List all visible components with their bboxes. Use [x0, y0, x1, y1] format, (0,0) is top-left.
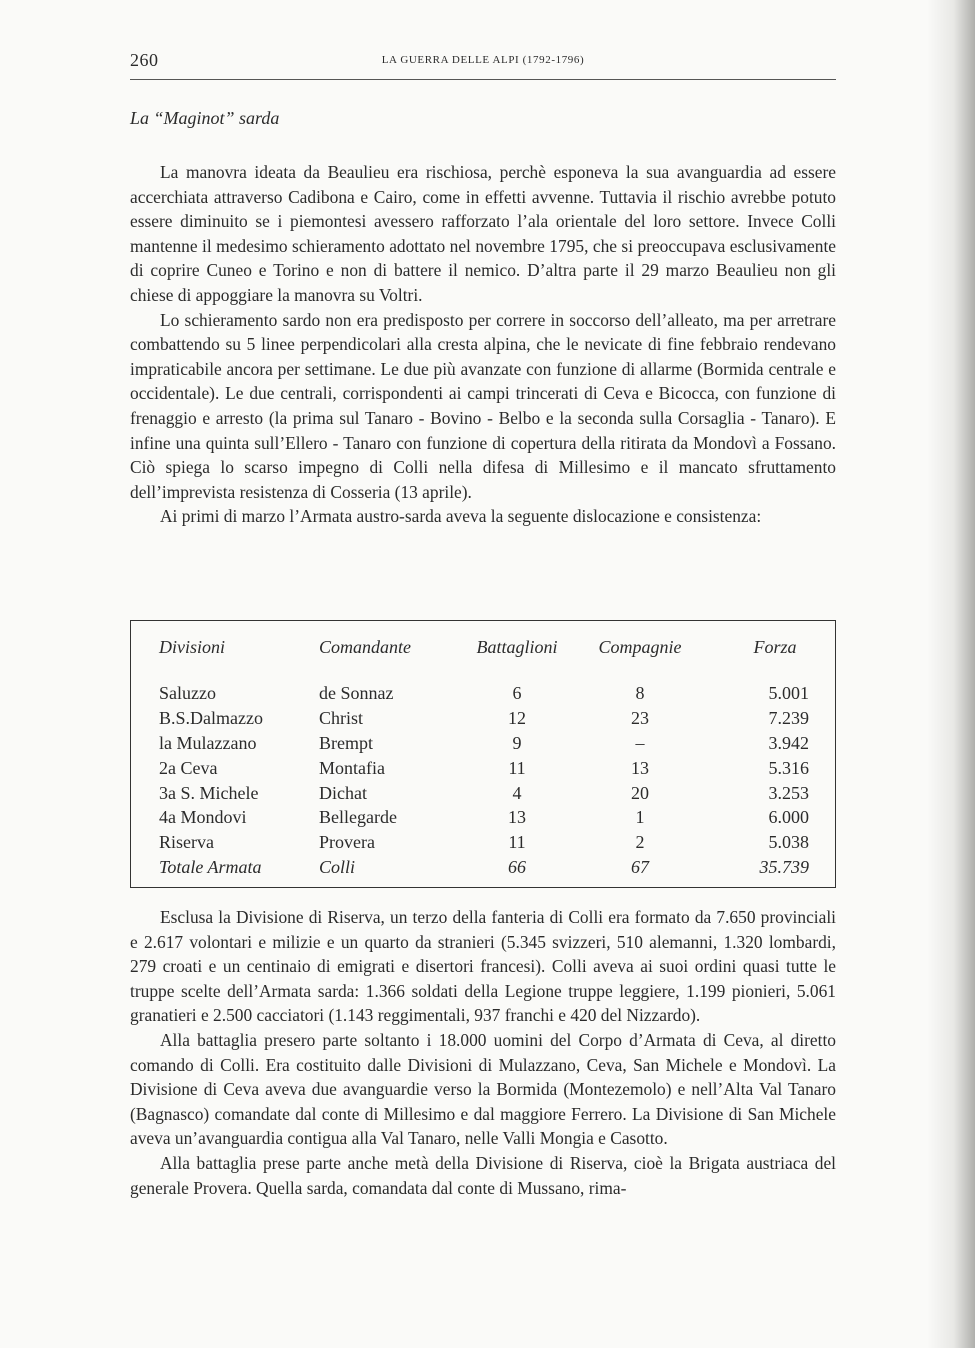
- paragraph: Alla battaglia prese parte anche metà della Divisione di Riserva, cioè la Brigata austriaca del generale Provera. Quella sarda, comandata dal conte di Mussano, rima-: [130, 1152, 836, 1198]
- table-cell: 3a S. Michele: [159, 782, 259, 803]
- paragraph: Lo schieramento sardo non era predisposto per correre in soccorso dell’alleato, ma per arretrare combattendo su 5 linee perpendicolari alla cresta alpina, che le nevicate di fine febbraio rendevano impraticabile ancora per settimane. Le due più avanzate con funzione di allarme (Bormida centrale e occidentale). Le due centrali, corrispondenti ai campi trincerati di Ceva e Bicocca, con funzione di frenaggio e arresto (la prima sul Tanaro - Bovino - Belbo e la seconda sulla Corsaglia - Tanaro). E infine una quinta sull’Ellero - Tanaro con funzione di copertura della ritirata da Mondovì a Fossano. Ciò spiega lo scarso impegno di Colli nella difesa di Millesimo e il mancato sfruttamento dell’imprevista resistenza di Cosseria (13 aprile).: [130, 309, 836, 502]
- table-header-row: [131, 621, 835, 673]
- table-cell: 2a Ceva: [159, 757, 218, 778]
- running-title: LA GUERRA DELLE ALPI (1792-1796): [381, 54, 585, 66]
- table-cell: 9: [512, 732, 522, 753]
- table-cell: –: [635, 732, 645, 753]
- table-cell: 6: [512, 682, 522, 703]
- table-cell: 4a Mondovi: [159, 807, 247, 828]
- table-cell: 11: [508, 757, 526, 778]
- table-cell: Brempt: [319, 732, 373, 753]
- table-row: [131, 805, 835, 830]
- column-header: Compagnie: [598, 636, 682, 657]
- table-row: [131, 706, 835, 731]
- table-cell: Riserva: [159, 832, 214, 853]
- running-header: [130, 50, 836, 76]
- table-row: [131, 781, 835, 806]
- table-cell: 5.038: [768, 832, 809, 853]
- table-cell: Montafia: [319, 757, 385, 778]
- table-cell: 5.001: [768, 682, 809, 703]
- column-header: Comandante: [319, 636, 411, 657]
- table-cell: 6.000: [768, 807, 809, 828]
- table-cell: 67: [631, 857, 649, 878]
- table-row: [131, 830, 835, 855]
- paragraph: Alla battaglia presero parte soltanto i 18.000 uomini del Corpo d’Armata di Ceva, al diretto comando di Colli. Era costituito dalle Divisioni di Mulazzano, Ceva, San Michele e Mondovì. La Divisione di Ceva aveva due avanguardie verso la Bormida (Montezemolo) e nell’Alta Val Tanaro (Bagnasco) comandate dal conte di Millesimo e dal maggiore Ferrero. La Divisione di San Michele aveva un’avanguardia contigua alla Val Tanaro, nelle Valli Mongia e Casotto.: [130, 1029, 836, 1149]
- table-cell: 7.239: [768, 707, 809, 728]
- table-cell: 3.253: [768, 782, 809, 803]
- table-cell: 13: [631, 757, 649, 778]
- column-header: Battaglioni: [476, 636, 558, 657]
- column-header: Forza: [753, 636, 797, 657]
- table-cell: 20: [631, 782, 649, 803]
- table-cell: 3.942: [768, 732, 809, 753]
- table-cell: 5.316: [768, 757, 809, 778]
- table-cell: 8: [635, 682, 645, 703]
- table-cell: Provera: [319, 832, 375, 853]
- header-rule: [130, 79, 836, 80]
- table-cell: 12: [508, 707, 526, 728]
- binding-shadow: [927, 0, 975, 1348]
- table-cell: 66: [508, 857, 526, 878]
- table-cell: la Mulazzano: [159, 732, 257, 753]
- table-cell: 35.739: [759, 857, 809, 878]
- page-number: 260: [130, 50, 159, 70]
- paragraph: Ai primi di marzo l’Armata austro-sarda aveva la seguente dislocazione e consistenza:: [160, 506, 762, 527]
- table-cell: Saluzzo: [159, 682, 216, 703]
- table-row: [131, 681, 835, 706]
- table-cell: Christ: [319, 707, 364, 728]
- section-title: La “Maginot” sarda: [130, 108, 280, 128]
- table-cell: Dichat: [319, 782, 367, 803]
- table-cell: 13: [508, 807, 526, 828]
- table-cell: Totale Armata: [159, 857, 262, 878]
- paragraph: Esclusa la Divisione di Riserva, un terzo della fanteria di Colli era formato da 7.650 provinciali e 2.617 volontari e milizie e un quarto da stranieri (5.345 svizzeri, 510 alemanni, 1.320 lombardi, 279 croati e un centinaio di emigrati e disertori francesi). Colli aveva ai suoi ordini quasi tutte le truppe scelte dell’Armata sarda: 1.366 soldati della Legione truppe leggiere, 1.199 pionieri, 5.061 granatieri e 2.500 cacciatori (1.143 reggimentali, 937 franchi e 420 del Nizzardo).: [130, 907, 836, 1026]
- table-cell: 11: [508, 832, 526, 853]
- forces-table-box: [130, 620, 836, 888]
- table-cell: de Sonnaz: [319, 682, 394, 703]
- table-cell: Colli: [319, 857, 356, 878]
- forces-table: [131, 621, 835, 880]
- table-cell: 4: [512, 782, 522, 803]
- table-row: [131, 756, 835, 781]
- table-cell: 2: [635, 832, 645, 853]
- text-before-table: [130, 160, 836, 529]
- column-header: Divisioni: [159, 636, 225, 657]
- table-total-row: [131, 855, 835, 880]
- table-cell: 1: [635, 807, 645, 828]
- table-row: [131, 731, 835, 756]
- text-after-table: [130, 905, 836, 1200]
- table-cell: 23: [631, 707, 649, 728]
- table-cell: B.S.Dalmazzo: [159, 707, 263, 728]
- paragraph: La manovra ideata da Beaulieu era rischiosa, perchè esponeva la sua avanguardia ad essere accerchiata attraverso Cadibona e Cairo, come in effetti avvenne. Tuttavia il rischio avrebbe potuto essere diminuito se i piemontesi avessero rafforzato l’ala orientale del loro settore. Invece Colli mantenne il medesimo schieramento adottato nel novembre 1795, che si preoccupava esclusivamente di coprire Cuneo e Torino e non di battere il nemico. D’altra parte il 29 marzo Beaulieu non gli chiese di appoggiare la manovra su Voltri.: [130, 162, 836, 305]
- table-cell: Bellegarde: [319, 807, 397, 828]
